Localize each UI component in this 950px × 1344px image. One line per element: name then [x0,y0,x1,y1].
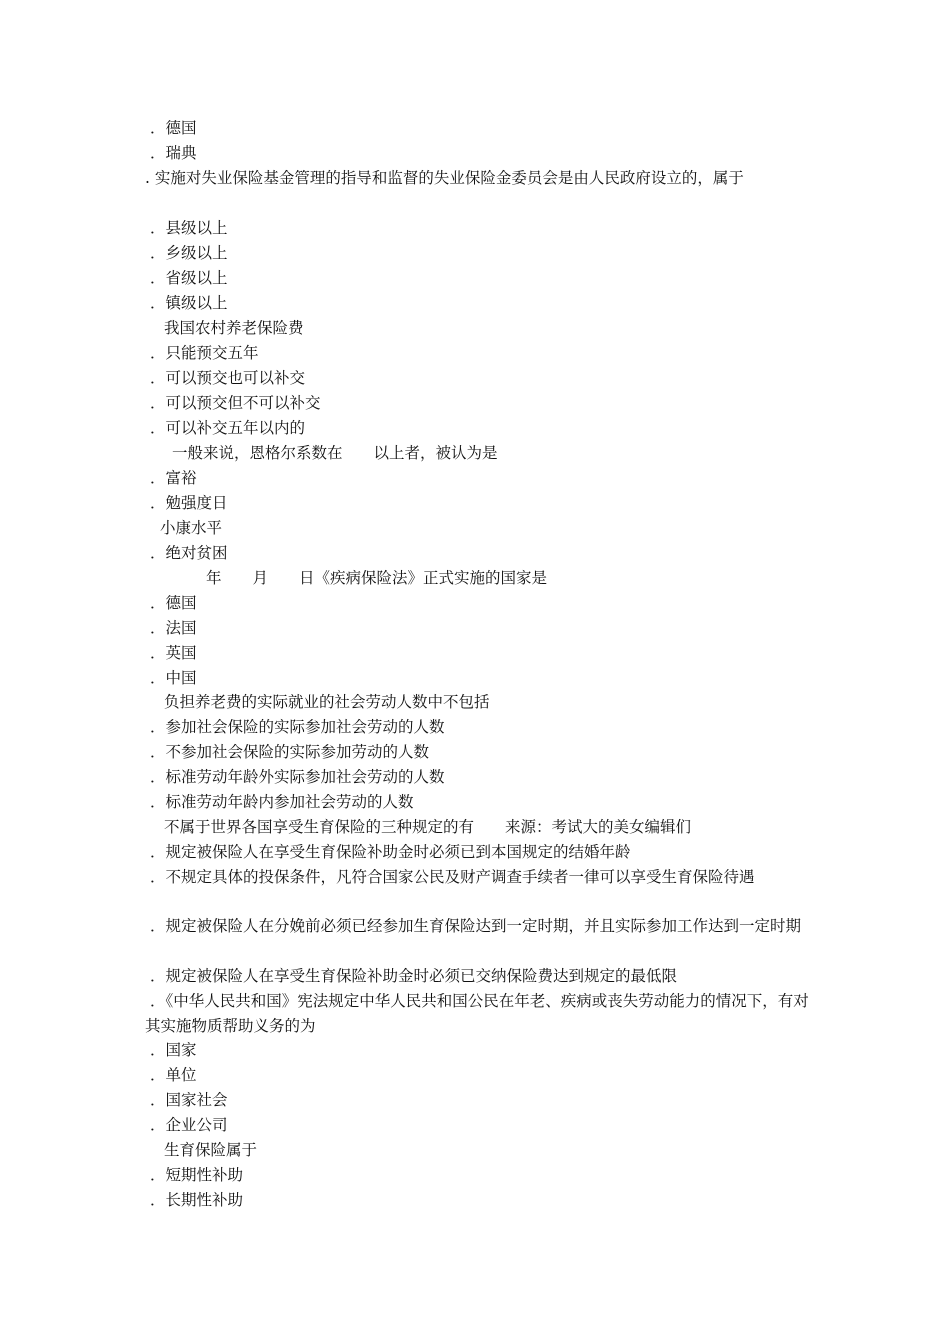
option-text: ．中国 [150,669,197,687]
question-text: 不属于世界各国享受生育保险的三种规定的有 来源：考试大的美女编辑们 [164,818,692,836]
option-text: ．国家社会 [150,1091,228,1109]
question-text: 年 月 日《疾病保险法》正式实施的国家是 [206,569,548,587]
text-line: ．德国 [150,119,197,137]
question-text: . 实施对失业保险基金管理的指导和监督的失业保险金委员会是由人民政府设立的，属于 [145,169,744,187]
option-text: ．富裕 [150,469,197,487]
option-text: ．规定被保险人在享受生育保险补助金时必须已到本国规定的结婚年龄 [150,843,631,861]
option-text: ．镇级以上 [150,294,228,312]
option-text: ．英国 [150,644,197,662]
option-text: 小康水平 [160,519,223,537]
option-text: ．规定被保险人在享受生育保险补助金时必须已交纳保险费达到规定的最低限 [150,967,678,985]
option-text: ．可以补交五年以内的 [150,419,306,437]
option-text: ．德国 [150,594,197,612]
question-text: 我国农村养老保险费 [164,319,304,337]
option-text: ．法国 [150,619,197,637]
option-text: ．可以预交但不可以补交 [150,394,321,412]
option-text: ．县级以上 [150,219,228,237]
option-text: ．乡级以上 [150,244,228,262]
option-text: ．绝对贫困 [150,544,228,562]
option-text: ．单位 [150,1066,197,1084]
option-text: ．参加社会保险的实际参加社会劳动的人数 [150,718,445,736]
option-text: ．规定被保险人在分娩前必须已经参加生育保险达到一定时期，并且实际参加工作达到一定时期 [150,917,802,935]
question-text: ．《中华人民共和国》宪法规定中华人民共和国公民在年老、疾病或丧失劳动能力的情况下，有对其实施物质帮助义务的为 [145,992,809,1035]
option-text: ．不规定具体的投保条件，凡符合国家公民及财产调查手续者一律可以享受生育保险待遇 [150,868,755,886]
option-text: ．省级以上 [150,269,228,287]
option-text: ．标准劳动年龄内参加社会劳动的人数 [150,793,414,811]
question-text: 一般来说，恩格尔系数在 以上者，被认为是 [172,444,498,462]
question-text: 负担养老费的实际就业的社会劳动人数中不包括 [164,693,490,711]
option-text: ．不参加社会保险的实际参加劳动的人数 [150,743,430,761]
option-text: ．国家 [150,1041,197,1059]
option-text: ．勉强度日 [150,494,228,512]
question-text: 生育保险属于 [164,1141,258,1159]
text-line: ．瑞典 [150,144,197,162]
option-text: ．短期性补助 [150,1166,244,1184]
option-text: ．企业公司 [150,1116,228,1134]
option-text: ．只能预交五年 [150,344,259,362]
option-text: ．长期性补助 [150,1191,244,1209]
option-text: ．可以预交也可以补交 [150,369,306,387]
option-text: ．标准劳动年龄外实际参加社会劳动的人数 [150,768,445,786]
